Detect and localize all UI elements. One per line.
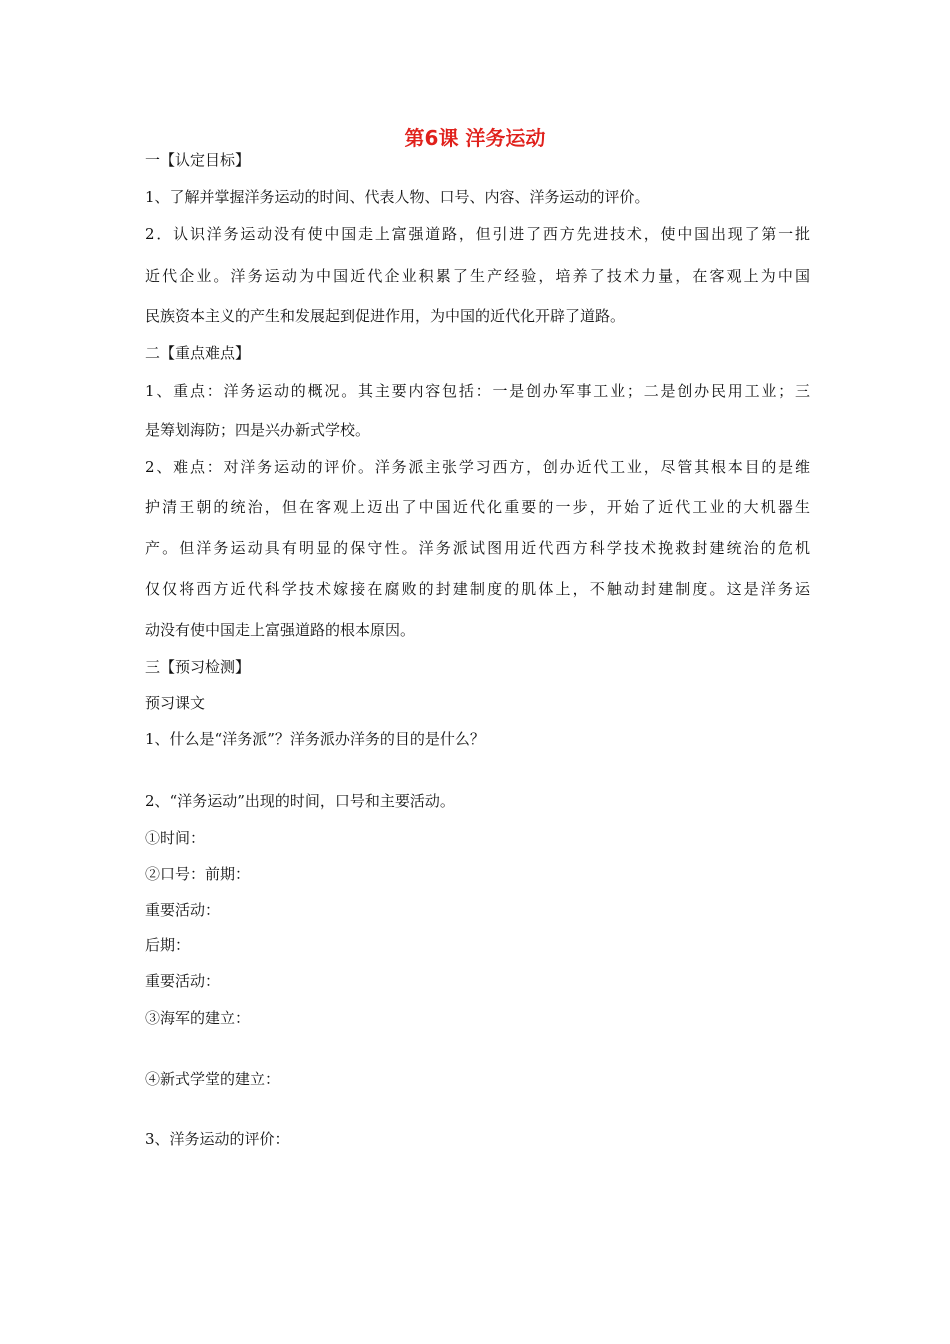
paragraph-line: 是筹划海防；四是兴办新式学校。	[145, 421, 371, 439]
answer-line: 重要活动：	[145, 972, 221, 990]
answer-line: ②口号：前期：	[145, 865, 251, 883]
section-heading-key-points: 二【重点难点】	[145, 344, 251, 362]
answer-line: 后期：	[145, 936, 191, 954]
paragraph-line: 2．认识洋务运动没有使中国走上富强道路，但引进了西方先进技术，使中国出现了第一批	[145, 225, 810, 243]
paragraph-line: 2、难点：对洋务运动的评价。洋务派主张学习西方，创办近代工业，尽管其根本目的是维	[145, 458, 810, 476]
paragraph-line: 1、了解并掌握洋务运动的时间、代表人物、口号、内容、洋务运动的评价。	[145, 188, 650, 206]
question-line: 2、“洋务运动”出现的时间，口号和主要活动。	[145, 792, 455, 810]
paragraph-line: 产。但洋务运动具有明显的保守性。洋务派试图用近代西方科学技术挽救封建统治的危机	[145, 539, 810, 557]
paragraph-line: 仅仅将西方近代科学技术嫁接在腐败的封建制度的肌体上，不触动封建制度。这是洋务运	[145, 580, 810, 598]
question-line: 1、什么是“洋务派”？洋务派办洋务的目的是什么？	[145, 730, 485, 748]
answer-line: 重要活动：	[145, 901, 221, 919]
paragraph-line: 动没有使中国走上富强道路的根本原因。	[145, 621, 416, 639]
page-title: 第6课 洋务运动	[404, 126, 546, 150]
answer-line: ③海军的建立：	[145, 1009, 251, 1027]
question-line: 3、洋务运动的评价：	[145, 1130, 290, 1148]
paragraph-line: 护清王朝的统治，但在客观上迈出了中国近代化重要的一步，开始了近代工业的大机器生	[145, 498, 810, 516]
paragraph-line: 预习课文	[145, 694, 206, 712]
paragraph-line: 1、重点：洋务运动的概况。其主要内容包括：一是创办军事工业；二是创办民用工业；三	[145, 382, 810, 400]
answer-line: ①时间：	[145, 829, 206, 847]
section-heading-preview: 三【预习检测】	[145, 658, 251, 676]
paragraph-line: 民族资本主义的产生和发展起到促进作用，为中国的近代化开辟了道路。	[145, 307, 626, 325]
answer-line: ④新式学堂的建立：	[145, 1070, 281, 1088]
paragraph-line: 近代企业。洋务运动为中国近代企业积累了生产经验，培养了技术力量，在客观上为中国	[145, 267, 810, 285]
section-heading-goals: 一【认定目标】	[145, 151, 251, 169]
